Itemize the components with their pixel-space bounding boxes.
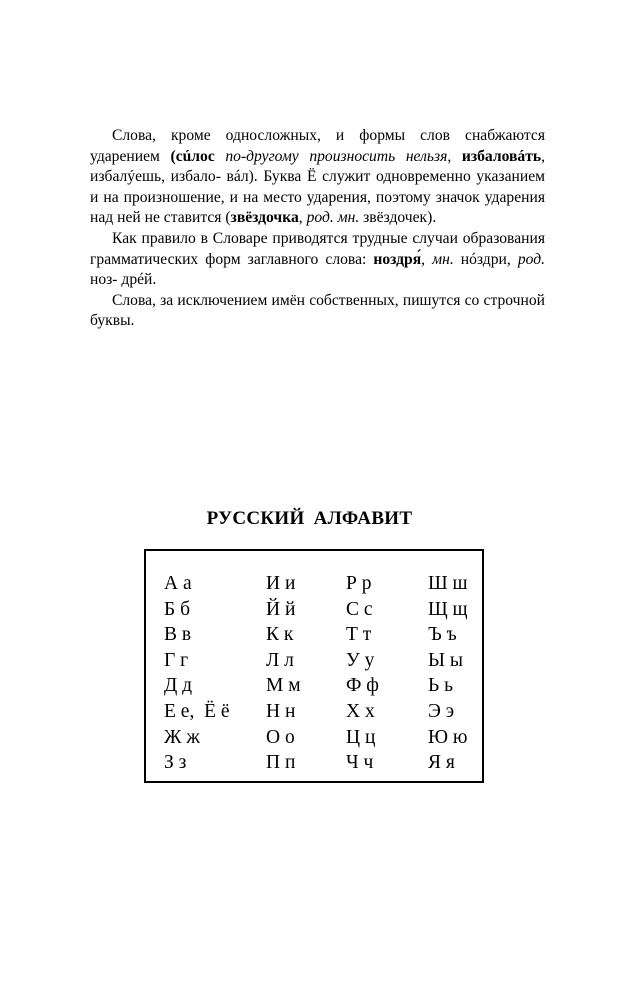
text-line: Слова, за исключением имён собственных, пишутся со строчной [112, 291, 545, 309]
italic-note: род. [517, 250, 546, 268]
text-fragment: , [447, 147, 462, 165]
letter-pair: Я я [428, 752, 455, 774]
letter-pair: Л л [266, 649, 294, 671]
letter-pair: З з [164, 752, 187, 774]
letter-pair: Е е, Ё ё [164, 700, 230, 722]
alphabet-table [144, 549, 484, 783]
letter-pair: Д д [164, 675, 193, 697]
text-fragment: , [421, 250, 433, 268]
letter-pair: Ц ц [346, 726, 376, 748]
paragraph-lowercase [90, 291, 545, 332]
alphabet-title: РУССКИЙ АЛФАВИТ [206, 508, 413, 529]
text-line: Как правило в Словаре приводятся трудные случаи образования [112, 229, 545, 247]
text-line: буквы. [90, 312, 135, 330]
text-line: дрéй. [121, 271, 157, 289]
letter-pair: У у [346, 649, 375, 671]
dictionary-headword: (сúлос [170, 147, 215, 165]
text-line: Слова, кроме односложных, и формы слов снабжаются ударением [90, 127, 545, 165]
alphabet-column [428, 571, 468, 776]
letter-pair: О о [266, 726, 295, 748]
letter-pair: К к [266, 624, 294, 646]
dictionary-headword: ноздря́ [373, 250, 422, 268]
letter-pair: Г г [164, 649, 189, 671]
letter-pair: Ю ю [428, 726, 468, 748]
text-fragment: звёздочек). [359, 209, 437, 227]
letter-pair: Ы ы [428, 649, 463, 671]
alphabet-column [346, 571, 379, 776]
text-fragment: , [298, 209, 307, 227]
letter-pair: Н н [266, 700, 296, 722]
text-line: вáл). Буква Ё служит одновременно указанием и на произношение, [90, 168, 545, 206]
letter-pair: Щ щ [428, 598, 468, 620]
dictionary-headword: избаловáть [461, 147, 542, 165]
letter-pair: Т т [346, 624, 372, 646]
letter-pair: П п [266, 752, 296, 774]
letter-pair: Р р [346, 573, 372, 594]
letter-pair: М м [266, 675, 301, 697]
letter-pair: Х х [346, 700, 375, 722]
text-fragment: грамматических форм заглавного слова: [90, 250, 374, 268]
letter-pair: Й й [266, 598, 296, 620]
letter-pair: Э э [428, 700, 455, 722]
paragraph-stress [90, 126, 545, 229]
dictionary-headword: звёздочка [230, 209, 299, 227]
letter-pair: Ф ф [346, 675, 379, 697]
text-fragment: ( [225, 209, 231, 227]
italic-note: мн. [432, 250, 454, 268]
letter-pair: И и [266, 573, 296, 594]
text-fragment: нóздри, [453, 250, 518, 268]
letter-pair: В в [164, 624, 192, 646]
text-line: и на место ударения, поэтому значок ударения над ней не ставится [90, 188, 545, 227]
letter-pair: Ш ш [428, 573, 468, 594]
text-fragment: ноз- [90, 271, 118, 289]
letter-pair: Б б [164, 598, 190, 620]
text-fragment: , избалýешь, избало- [90, 147, 546, 186]
letter-pair: А а [164, 573, 192, 594]
letter-pair: Ч ч [346, 752, 374, 774]
italic-note: род. мн. [306, 209, 360, 227]
letter-pair: Ь ь [428, 675, 453, 697]
letter-pair: С с [346, 598, 373, 620]
letter-pair: Ж ж [164, 726, 200, 748]
body-text [90, 126, 545, 332]
alphabet-column [266, 571, 301, 776]
paragraph-grammar-forms [90, 229, 545, 291]
letter-pair: Ъ ъ [428, 624, 457, 646]
alphabet-column [164, 571, 230, 776]
italic-note: по-другому произносить нельзя [214, 147, 448, 165]
